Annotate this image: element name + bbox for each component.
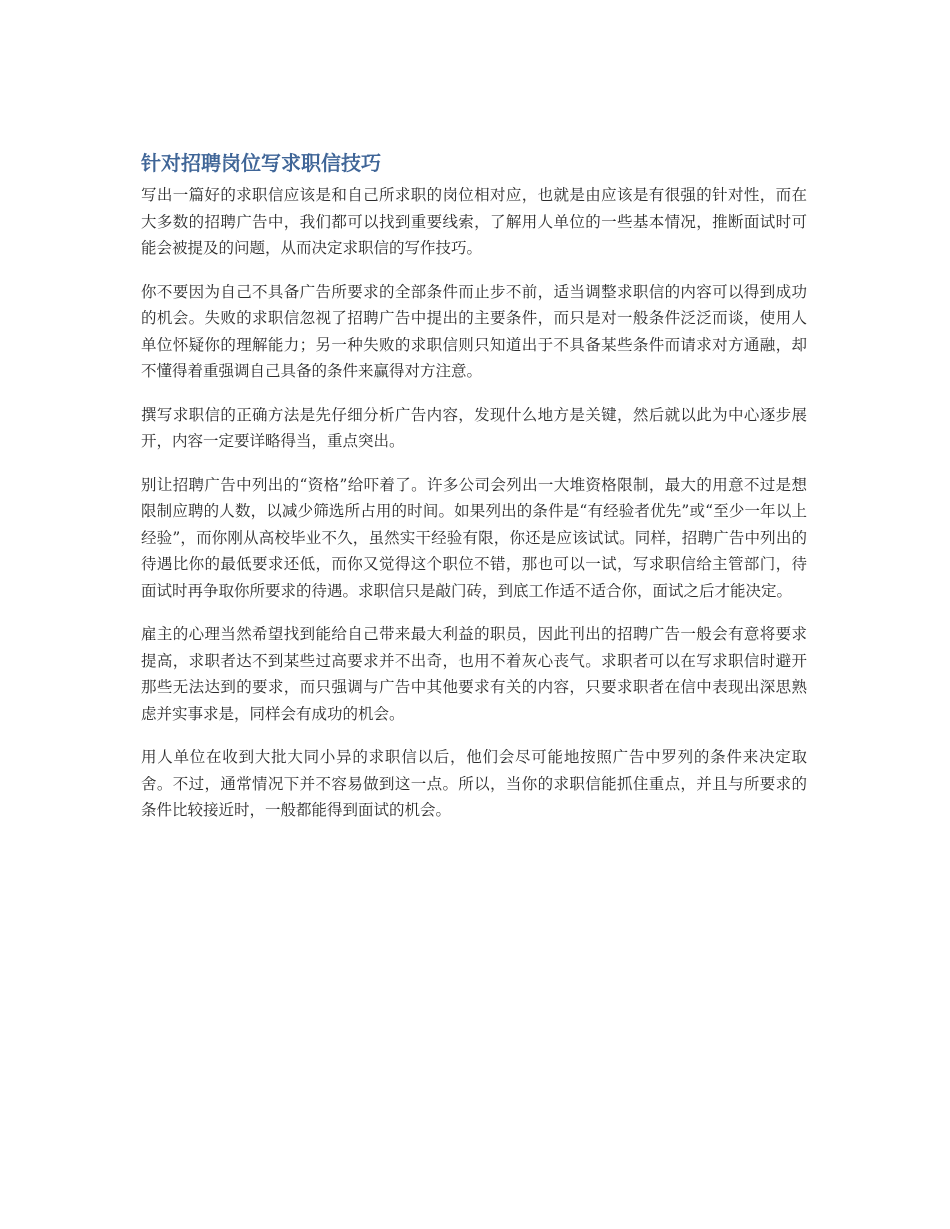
paragraph-3: 撰写求职信的正确方法是先仔细分析广告内容，发现什么地方是关键，然后就以此为中心逐步展开，内容一定要详略得当，重点突出。 (141, 405, 807, 450)
paragraph-4: 别让招聘广告中列出的“资格”给吓着了。许多公司会列出一大堆资格限制，最大的用意不过是想限制应聘的人数，以减少筛选所占用的时间。如果列出的条件是“有经验者优先”或“至少一年以上经验”，而你刚从高校毕业不久，虽然实干经验有限，你还是应该试试。同样，招聘广告中列出的待遇比你的最低要求还低，而你又觉得这个职位不错，那也可以一试，写求职信给主管部门，待面试时再争取你所要求的待遇。求职信只是敲门砖，到底工作适不适合你，面试之后才能决定。 (141, 475, 807, 600)
paragraph-5: 雇主的心理当然希望找到能给自己带来最大利益的职员，因此刊出的招聘广告一般会有意将要求提高，求职者达不到某些过高要求并不出奇，也用不着灰心丧气。求职者可以在写求职信时避开那些无法达到的要求，而只强调与广告中其他要求有关的内容，只要求职者在信中表现出深思熟虑并实事求是，同样会有成功的机会。 (141, 625, 807, 723)
paragraph-2: 你不要因为自己不具备广告所要求的全部条件而止步不前，适当调整求职信的内容可以得到成功的机会。失败的求职信忽视了招聘广告中提出的主要条件，而只是对一般条件泛泛而谈，使用人单位怀疑你的理解能力；另一种失败的求职信则只知道出于不具备某些条件而请求对方通融，却不懂得着重强调自己具备的条件来赢得对方注意。 (141, 282, 807, 380)
paragraph-1: 写出一篇好的求职信应该是和自己所求职的岗位相对应，也就是由应该是有很强的针对性，而在大多数的招聘广告中，我们都可以找到重要线索，了解用人单位的一些基本情况，推断面试时可能会被提及的问题，从而决定求职信的写作技巧。 (141, 186, 807, 257)
document-body (141, 148, 807, 841)
document-title: 针对招聘岗位写求职信技巧 (141, 151, 381, 175)
paragraph-6: 用人单位在收到大批大同小异的求职信以后，他们会尽可能地按照广告中罗列的条件来决定取舍。不过，通常情况下并不容易做到这一点。所以，当你的求职信能抓住重点，并且与所要求的条件比较接近时，一般都能得到面试的机会。 (141, 748, 807, 819)
